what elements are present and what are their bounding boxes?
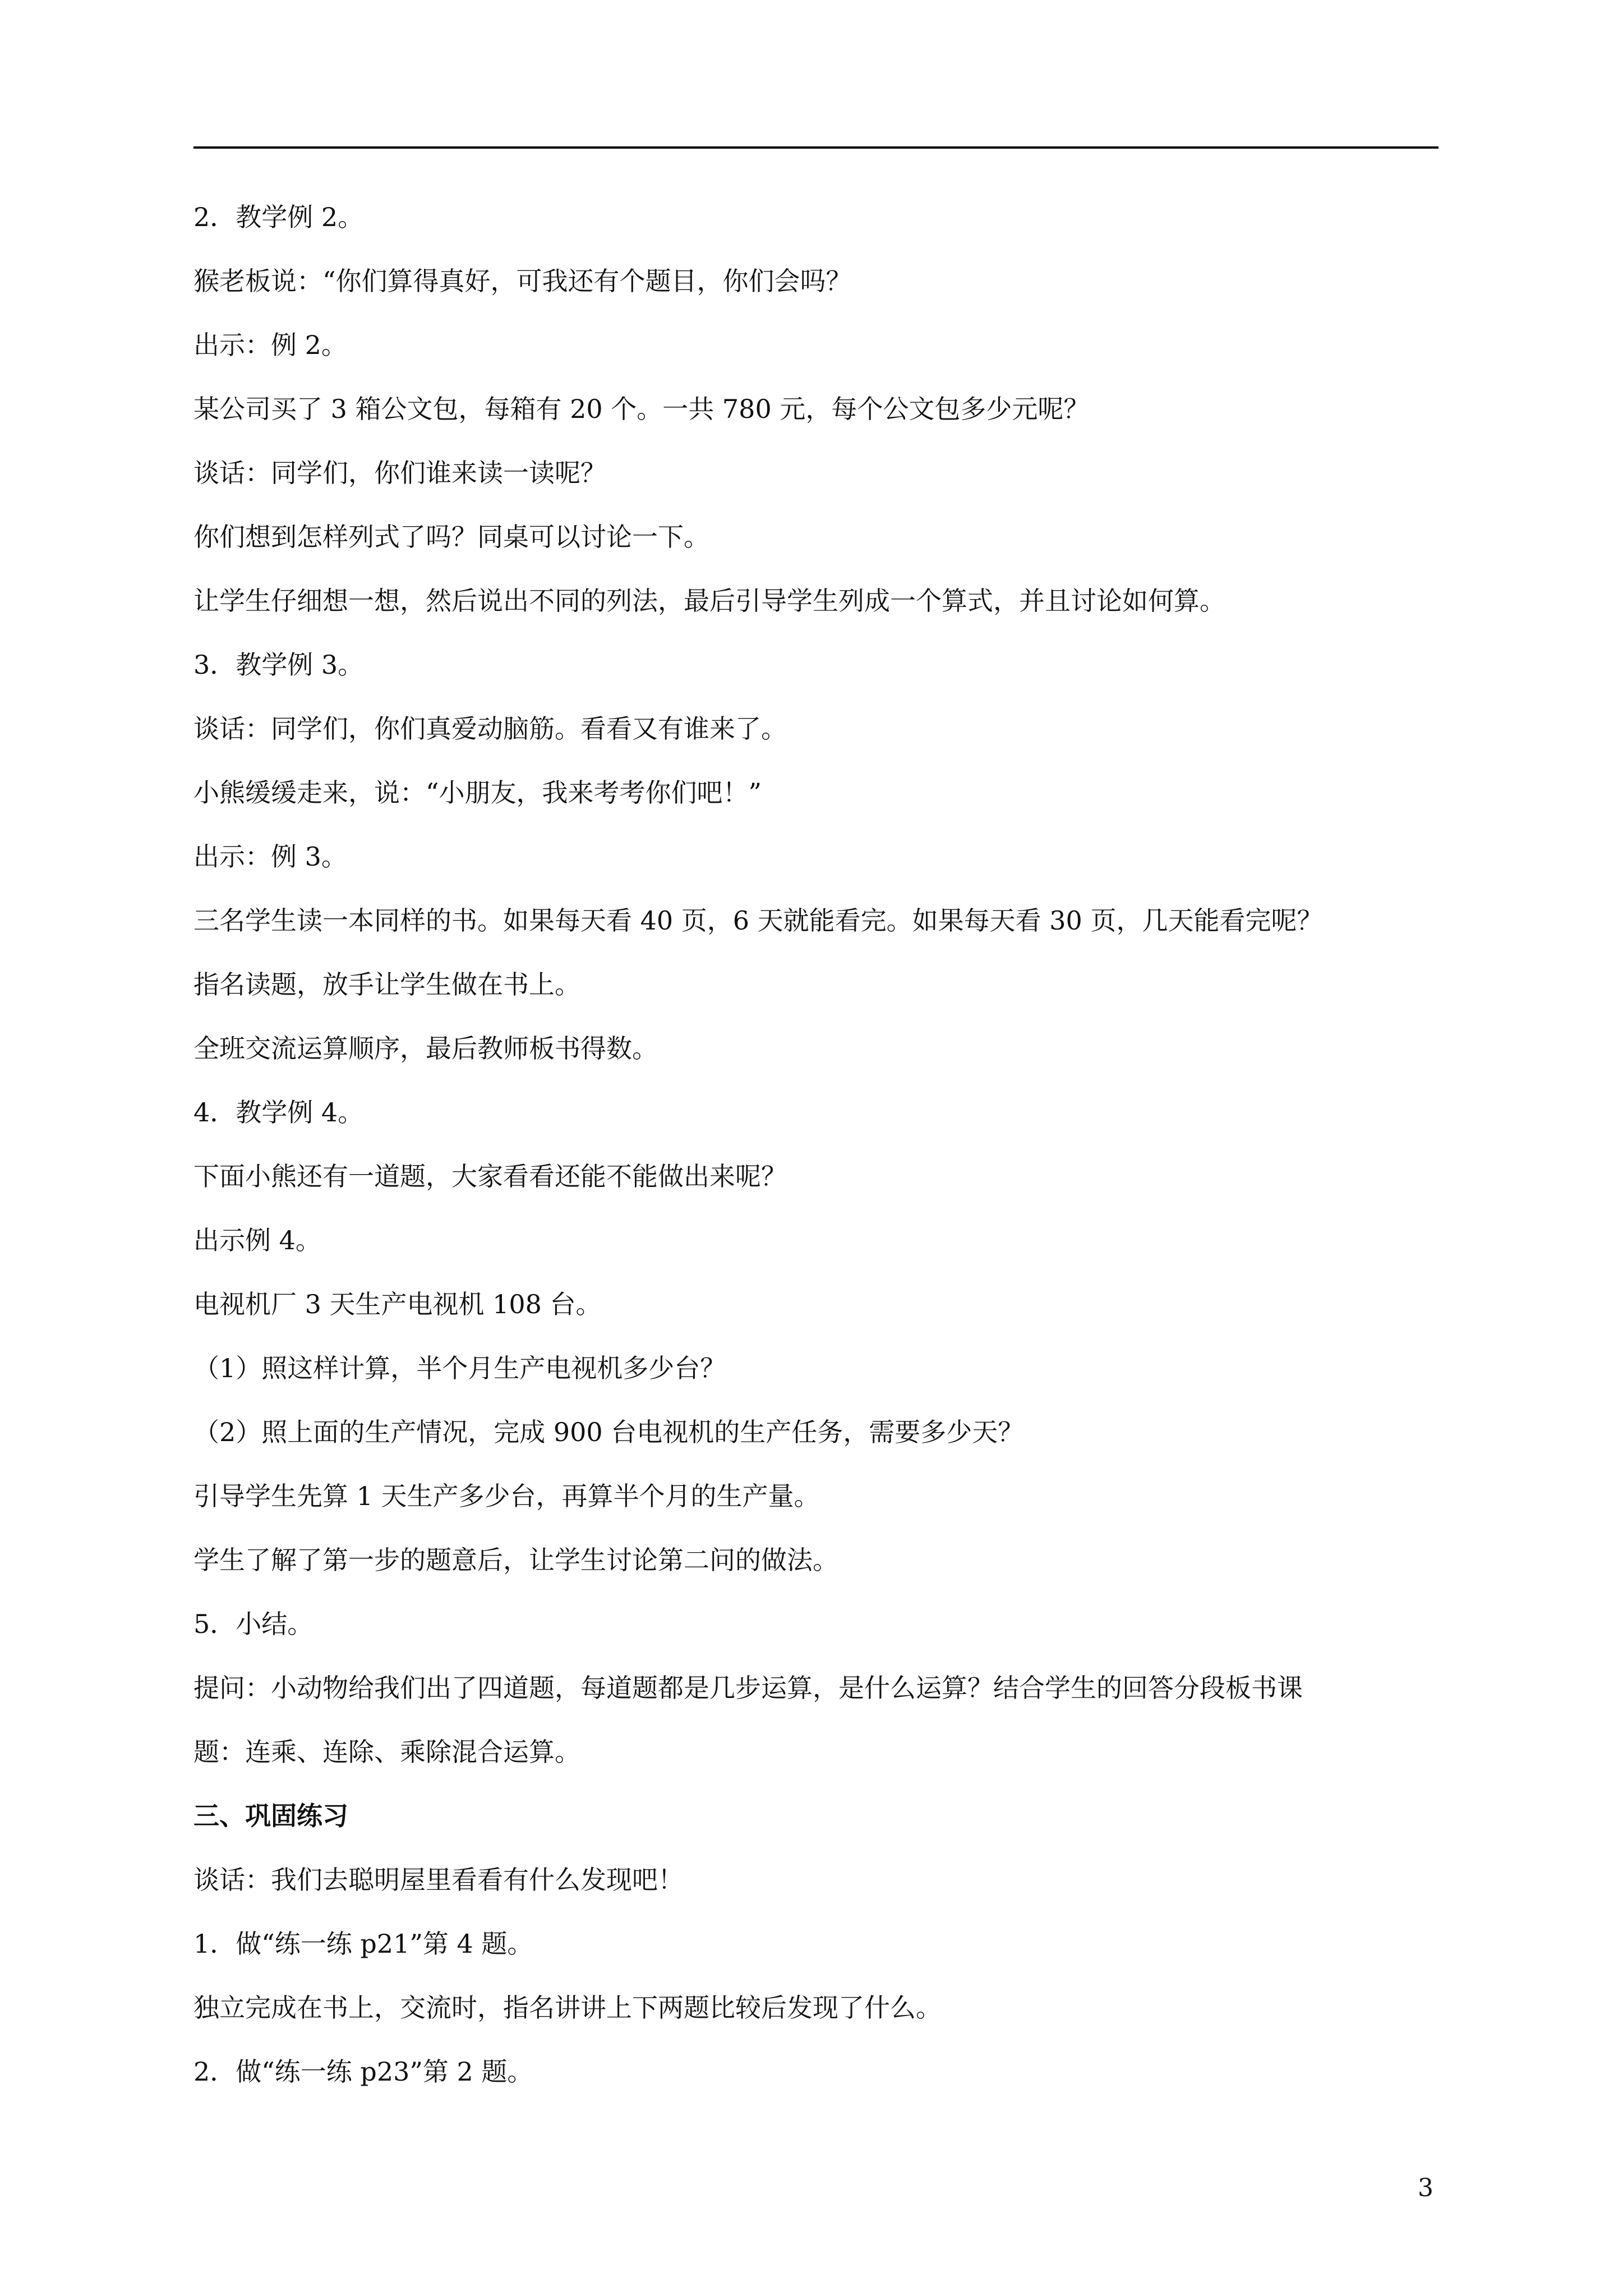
paragraph: （1）照这样计算，半个月生产电视机多少台？ [193,1353,726,1383]
paragraph: 1．做“练一练 p21”第 4 题。 [193,1929,533,1959]
paragraph: 指名读题，放手让学生做在书上。 [193,969,580,1000]
document-body [193,202,1438,2120]
paragraph: 提问：小动物给我们出了四道题，每道题都是几步运算，是什么运算？结合学生的回答分段板书课 [193,1673,1303,1703]
paragraph: 5．小结。 [193,1609,313,1639]
paragraph: 引导学生先算 1 天生产多少台，再算半个月的生产量。 [193,1481,820,1511]
paragraph: 小熊缓缓走来，说：“小朋友，我来考考你们吧！” [193,777,762,808]
paragraph: 3．教学例 3。 [193,650,364,680]
paragraph: 猴老板说：“你们算得真好，可我还有个题目，你们会吗？ [193,266,852,296]
section-heading: 三、巩固练习 [193,1801,348,1831]
paragraph: 你们想到怎样列式了吗？同桌可以讨论一下。 [193,522,709,552]
paragraph: 下面小熊还有一道题，大家看看还能不能做出来呢？ [193,1161,787,1191]
paragraph: 全班交流运算顺序，最后教师板书得数。 [193,1033,658,1064]
header-rule [193,146,1438,149]
page-number: 3 [1418,2174,1433,2202]
paragraph: 独立完成在书上，交流时，指名讲讲上下两题比较后发现了什么。 [193,1993,942,2023]
paragraph: 学生了解了第一步的题意后，让学生讨论第二问的做法。 [193,1545,838,1575]
paragraph: 三名学生读一本同样的书。如果每天看 40 页，6 天就能看完。如果每天看 30 页，几天能看完呢？ [193,905,1323,936]
paragraph: 2．做“练一练 p23”第 2 题。 [193,2056,533,2087]
paragraph: 谈话：同学们，你们真爱动脑筋。看看又有谁来了。 [193,714,787,744]
paragraph: 出示例 4。 [193,1225,321,1255]
paragraph: 谈话：同学们，你们谁来读一读呢？ [193,458,606,488]
paragraph: 出示：例 2。 [193,330,347,360]
paragraph: 4．教学例 4。 [193,1097,364,1128]
paragraph: 2．教学例 2。 [193,202,364,232]
paragraph: （2）照上面的生产情况，完成 900 台电视机的生产任务，需要多少天？ [193,1417,1024,1447]
paragraph: 某公司买了 3 箱公文包，每箱有 20 个。一共 780 元，每个公文包多少元呢？ [193,394,1090,424]
paragraph: 电视机厂 3 天生产电视机 108 台。 [193,1289,602,1319]
paragraph: 谈话：我们去聪明屋里看看有什么发现吧！ [193,1865,684,1895]
paragraph: 出示：例 3。 [193,841,347,872]
paragraph: 让学生仔细想一想，然后说出不同的列法，最后引导学生列成一个算式，并且讨论如何算。 [193,586,1225,616]
paragraph: 题：连乘、连除、乘除混合运算。 [193,1737,580,1767]
